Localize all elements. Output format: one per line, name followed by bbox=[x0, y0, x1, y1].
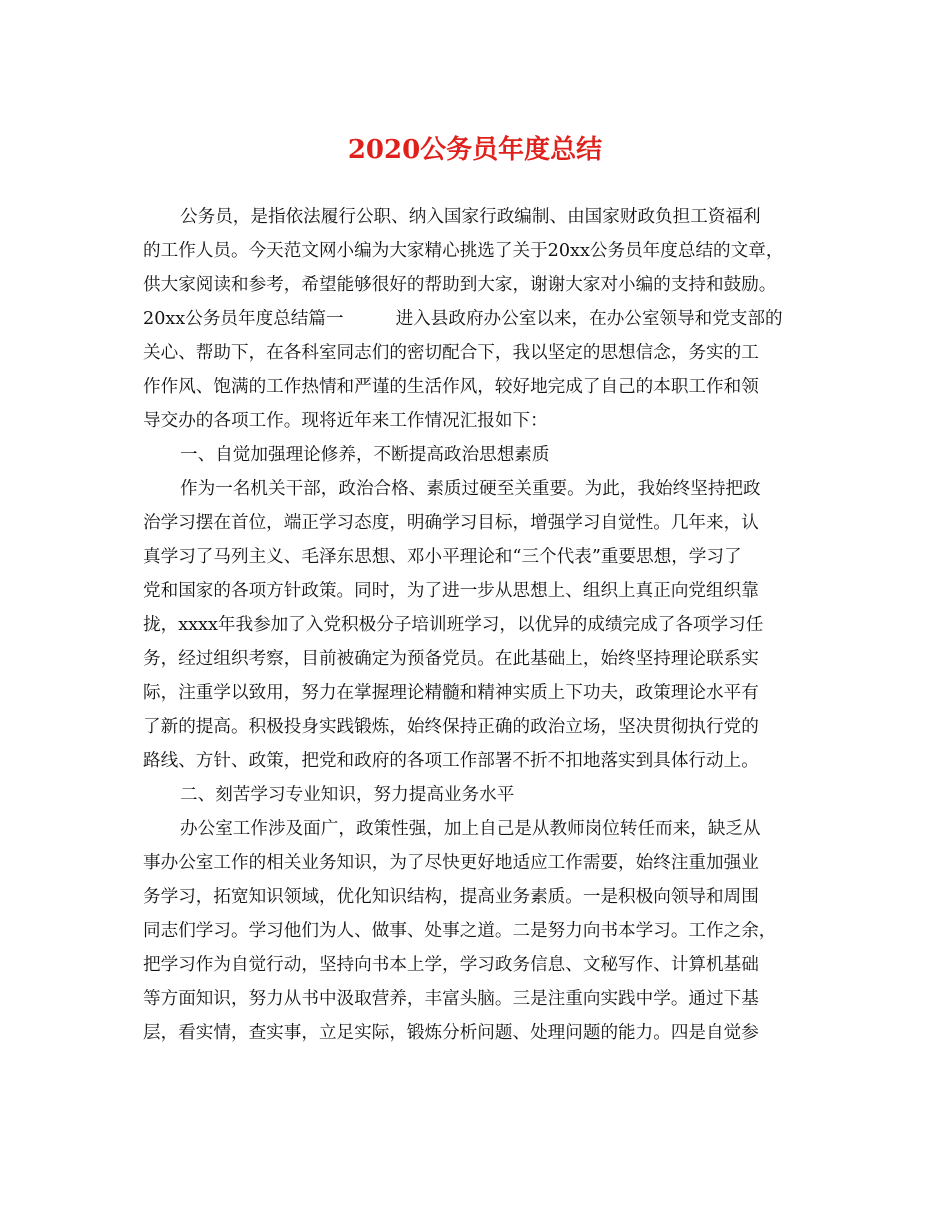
text-line-20: 事办公室工作的相关业务知识，为了尽快更好地适应工作需要，始终注重加强业 bbox=[143, 853, 759, 873]
text-line-7: 导交办的各项工作。现将近年来工作情况汇报如下： bbox=[143, 411, 548, 431]
text-line-23: 把学习作为自觉行动，坚持向书本上学，学习政务信息、文秘写作、计算机基础 bbox=[143, 955, 759, 975]
text-line-24: 等方面知识，努力从书中汲取营养，丰富头脑。三是注重向实践中学。通过下基 bbox=[143, 989, 759, 1009]
text-line-1: 公务员，是指依法履行公职、纳入国家行政编制、由国家财政负担工资福利 bbox=[180, 207, 761, 227]
text-line-3: 供大家阅读和参考，希望能够很好的帮助到大家，谢谢大家对小编的支持和鼓励。 bbox=[143, 275, 777, 295]
text-line-6: 作作风、饱满的工作热情和严谨的生活作风，较好地完成了自己的本职工作和领 bbox=[143, 377, 759, 397]
section-heading-1: 一、自觉加强理论修养，不断提高政治思想素质 bbox=[180, 445, 550, 465]
document-title: 2020公务员年度总结 bbox=[347, 135, 603, 165]
text-line-16: 了新的提高。积极投身实践锻炼，始终保持正确的政治立场，坚决贯彻执行党的 bbox=[143, 717, 759, 737]
text-line-10: 治学习摆在首位，端正学习态度，明确学习目标，增强学习自觉性。几年来，认 bbox=[143, 513, 759, 533]
section-heading-2: 二、刻苦学习专业知识，努力提高业务水平 bbox=[180, 785, 515, 805]
text-line-21: 务学习，拓宽知识领域，优化知识结构，提高业务素质。一是积极向领导和周围 bbox=[143, 887, 759, 907]
text-line-11: 真学习了马列主义、毛泽东思想、邓小平理论和“三个代表”重要思想，学习了 bbox=[143, 547, 742, 567]
section-heading-part-1: 20xx公务员年度总结篇一 bbox=[143, 309, 344, 329]
document-body bbox=[143, 200, 815, 1050]
text-line-25: 层，看实情，查实事，立足实际，锻炼分析问题、处理问题的能力。四是自觉参 bbox=[143, 1023, 759, 1043]
text-line-15: 际，注重学以致用，努力在掌握理论精髓和精神实质上下功夫，政策理论水平有 bbox=[143, 683, 759, 703]
text-line-17: 路线、方针、政策，把党和政府的各项工作部署不折不扣地落实到具体行动上。 bbox=[143, 751, 759, 771]
text-line-9: 作为一名机关干部，政治合格、素质过硬至关重要。为此，我始终坚持把政 bbox=[180, 479, 761, 499]
text-line-12: 党和国家的各项方针政策。同时，为了进一步从思想上、组织上真正向党组织靠 bbox=[143, 581, 759, 601]
text-line-5: 关心、帮助下，在各科室同志们的密切配合下，我以坚定的思想信念，务实的工 bbox=[143, 343, 759, 363]
text-line-4-continuation: 进入县政府办公室以来，在办公室领导和党支部的 bbox=[395, 309, 783, 329]
text-line-14: 务，经过组织考察，目前被确定为预备党员。在此基础上，始终坚持理论联系实 bbox=[143, 649, 759, 669]
text-line-13: 拢，xxxx年我参加了入党积极分子培训班学习，以优异的成绩完成了各项学习任 bbox=[143, 615, 764, 635]
text-line-2: 的工作人员。今天范文网小编为大家精心挑选了关于20xx公务员年度总结的文章， bbox=[143, 241, 784, 261]
text-line-22: 同志们学习。学习他们为人、做事、处事之道。二是努力向书本学习。工作之余， bbox=[143, 921, 777, 941]
text-line-19: 办公室工作涉及面广，政策性强，加上自己是从教师岗位转任而来，缺乏从 bbox=[180, 819, 761, 839]
text-line-4 bbox=[143, 302, 815, 336]
